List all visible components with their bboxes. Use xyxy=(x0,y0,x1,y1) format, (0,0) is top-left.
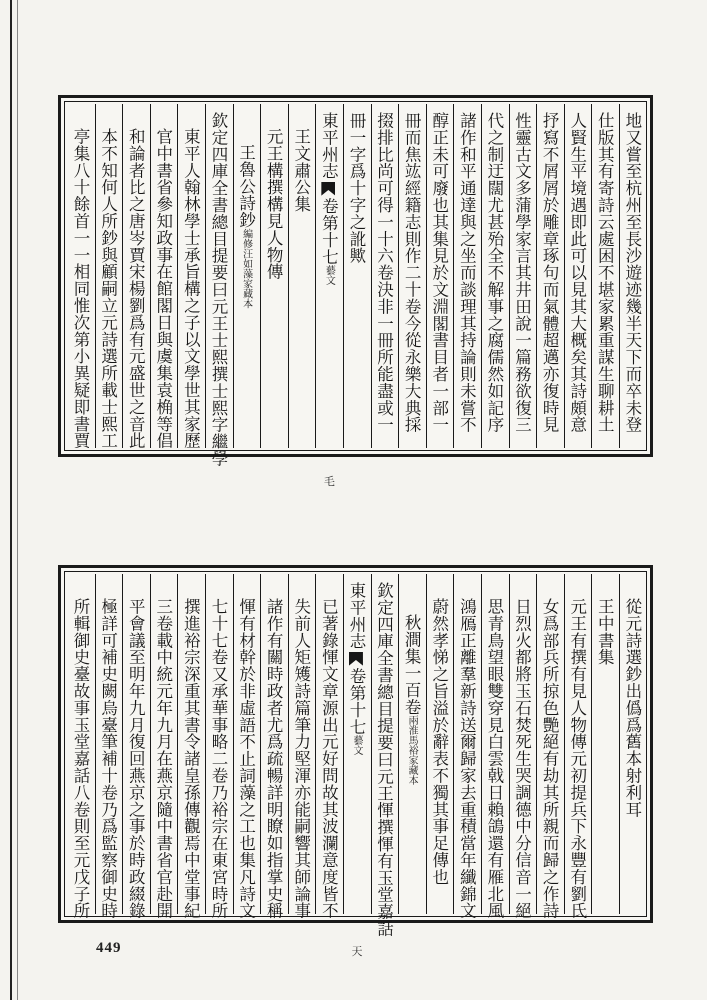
text-column xyxy=(67,104,92,448)
column-text: 本不知何人所鈔與顧嗣立元詩選所載士熙工 xyxy=(98,128,118,450)
column-text: 冊一字爲十字之訛歟 xyxy=(346,112,366,265)
column-text: 日烈火都將玉石焚死生哭調德中分信音一絕 xyxy=(512,598,532,920)
binding-line-inner xyxy=(17,0,18,1000)
column-text: 東平人翰林學士承旨構之子以文學世其家歷 xyxy=(181,128,201,450)
column-text: 從元詩選鈔出僞爲舊本射利耳 xyxy=(622,598,642,818)
text-column xyxy=(591,574,616,914)
text-column xyxy=(619,574,644,914)
page-number: 449 xyxy=(96,940,122,956)
fishtail-mark-icon xyxy=(321,182,335,196)
column-text: 冊而焦竑經籍志則作二十卷今從永樂大典採 xyxy=(402,112,422,434)
binding-line xyxy=(10,0,12,1000)
text-column xyxy=(288,104,313,448)
column-text: 地又嘗至杭州至長沙遊迹幾半天下而卒未登 xyxy=(622,112,642,434)
text-column xyxy=(398,104,423,448)
text-column xyxy=(426,574,451,914)
column-text: 欽定四庫全書總目提要曰元王士熙撰士熙字繼學 xyxy=(208,112,228,467)
running-header-volume: 卷第十七 xyxy=(319,197,339,266)
text-column xyxy=(371,574,396,937)
text-column xyxy=(564,574,589,920)
column-text: 王魯公詩鈔 xyxy=(236,144,256,229)
text-column xyxy=(481,104,506,448)
text-column xyxy=(177,574,202,920)
text-column xyxy=(398,574,423,914)
text-column xyxy=(260,574,285,920)
column-text: 和論者比之唐岑賈宋楊劉爲有元盛世之音此 xyxy=(126,128,146,450)
column-text: 諸作有關時政者尤爲疏暢詳明瞭如指掌史稱 xyxy=(264,598,284,920)
text-column xyxy=(177,104,202,448)
column-text: 仕版其有寄詩云處困不堪家累重謀生聊耕土 xyxy=(595,112,615,434)
column-note: 編修汪如藻家藏本 xyxy=(240,228,252,309)
column-text: 官中書省參知政事在館閣日與虞集袁桷等倡 xyxy=(153,128,173,450)
column-text: 極詳可補史闕烏臺筆補十卷乃爲監察御史時 xyxy=(98,598,118,920)
column-text: 元王構撰構見人物傳 xyxy=(264,128,284,281)
text-column xyxy=(150,104,175,448)
text-column xyxy=(205,104,230,467)
text-column xyxy=(426,104,451,448)
text-column xyxy=(67,574,92,920)
text-column xyxy=(591,104,616,448)
text-column xyxy=(233,574,258,920)
column-text: 掇排比尚可得一十六卷決非一冊所能盡或一 xyxy=(374,112,394,434)
text-column xyxy=(288,574,313,920)
text-column xyxy=(343,104,368,448)
text-column xyxy=(453,104,478,448)
text-column xyxy=(509,104,534,448)
column-text: 性靈古文多蒲學家言其井田說一篇務欲復三 xyxy=(512,112,532,434)
column-text: 惲有材幹於非虛語不止詞藻之工也集凡詩文 xyxy=(236,598,256,920)
text-column xyxy=(205,574,230,920)
column-text: 諸作和平通達與之坐而談理其持論則未嘗不 xyxy=(457,112,477,434)
folio-mark: 毛 xyxy=(322,475,336,487)
text-column xyxy=(122,104,147,448)
top-columns xyxy=(67,104,644,487)
column-text: 王文肅公集 xyxy=(291,128,311,213)
text-column xyxy=(371,104,396,448)
running-header-title: 東平州志 xyxy=(319,112,339,180)
text-column xyxy=(619,104,644,448)
column-text: 七十七卷又承華事略二卷乃裕宗在東宮時所 xyxy=(208,598,228,920)
text-column xyxy=(453,574,478,920)
column-text: 秋澗集一百卷 xyxy=(402,614,422,716)
column-text: 王中書集 xyxy=(595,598,615,666)
column-text: 欽定四庫全書總目提要曰元王惲撰惲有玉堂嘉話 xyxy=(374,582,394,937)
running-header-column xyxy=(315,104,340,487)
column-text: 撰進裕宗深重其書令諸皇孫傳觀焉中堂事紀 xyxy=(181,598,201,920)
running-header-volume: 卷第十七 xyxy=(346,667,366,736)
column-text: 抒寫不屑屑於雕章琢句而氣體超邁亦復時見 xyxy=(540,112,560,434)
text-column xyxy=(95,574,120,920)
text-column xyxy=(536,104,561,448)
text-column xyxy=(564,104,589,448)
column-note: 兩淮馬裕家藏本 xyxy=(406,715,418,786)
top-text-block xyxy=(58,95,653,487)
running-header-title: 東平州志 xyxy=(346,582,366,650)
column-text: 亭集八十餘首一一相同惟次第小異疑即書賈 xyxy=(71,128,90,450)
text-column xyxy=(150,574,175,920)
running-header-section: 藝文 xyxy=(323,265,335,286)
column-text: 元王有撰有見人物傳元初提兵下永豐有劉氏 xyxy=(567,598,587,920)
text-column xyxy=(122,574,147,920)
text-column xyxy=(481,574,506,920)
fishtail-mark-icon xyxy=(349,652,363,666)
text-column xyxy=(315,574,340,920)
text-column xyxy=(536,574,561,920)
column-text: 已著錄惲文章源出元好問故其波瀾意度皆不 xyxy=(319,598,339,920)
column-text: 女爲部兵所掠色艷絕有劫其所親而歸之作詩 xyxy=(540,598,560,920)
text-column xyxy=(233,104,258,448)
folio-mark: 天 xyxy=(349,945,363,957)
text-column xyxy=(509,574,534,920)
text-column xyxy=(95,104,120,448)
column-text: 蔚然孝悌之旨溢於辭表不獨其事足傳也 xyxy=(429,598,449,886)
column-text: 三卷載中統元年九月在燕京隨中書省官赴開 xyxy=(153,598,173,920)
column-text: 失前人矩矱詩篇筆力堅渾亦能嗣響其師論事 xyxy=(291,598,311,920)
column-text: 鴻鴈正離羣新詩送爾歸家去重積當年纖錦文 xyxy=(457,598,477,920)
running-header-column xyxy=(343,574,368,957)
column-text: 代之制迂闊尤甚殆全不解事之腐儒然如記序 xyxy=(484,112,504,434)
running-header-section: 藝文 xyxy=(350,735,362,756)
column-text: 思青鳥望眼雙穿見白雲戟日賴鴿還有雁北風 xyxy=(484,598,504,920)
column-text: 平會議至明年九月復回燕京之事於時政綴錄 xyxy=(126,598,146,920)
column-text: 人賢生平境遇即此可以見其大概矣其詩頗意 xyxy=(567,112,587,434)
text-column xyxy=(260,104,285,448)
column-text: 所輯御史臺故事玉堂嘉話八卷則至元戊子所 xyxy=(71,598,90,920)
column-text: 醇正未可廢也其集見於文淵閣書目者一部一 xyxy=(429,112,449,434)
